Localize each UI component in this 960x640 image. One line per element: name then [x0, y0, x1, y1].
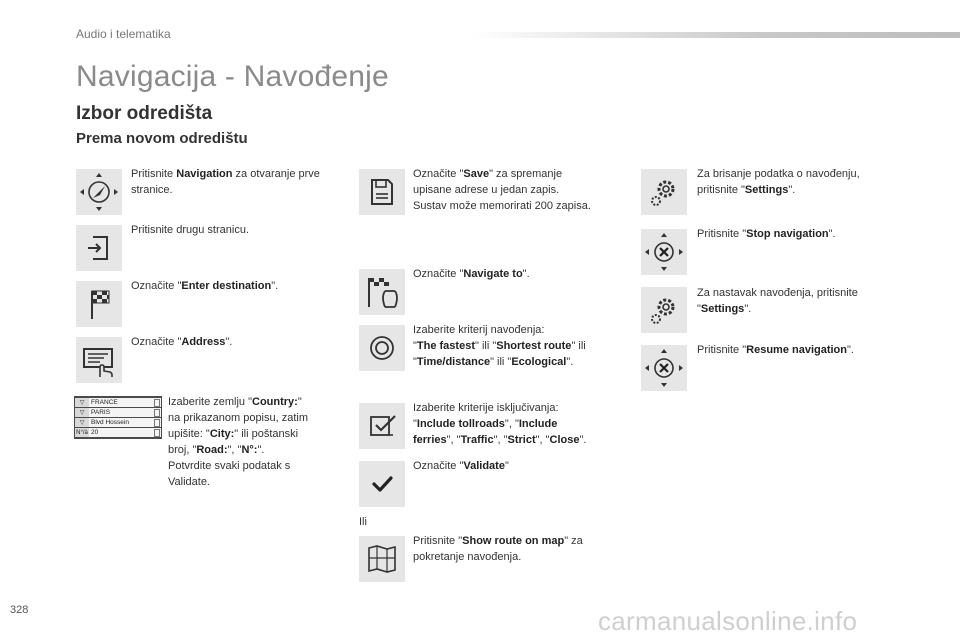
- page-number: 328: [10, 604, 29, 616]
- header-section-label: Audio i telematika: [76, 27, 171, 41]
- step-resume-navigation-text: Pritisnite "Resume navigation".: [697, 344, 854, 356]
- step-address-text: Označite "Address".: [131, 336, 233, 348]
- page-title: Navigacija - Navođenje: [76, 60, 389, 93]
- step-exclusion-text: Izaberite kriterije isključivanja: "Include tollroads", "Include ferries", "Traffic", "Strict", "Close".: [413, 402, 587, 446]
- next-page-icon: [76, 225, 122, 271]
- checkered-flag-icon: [76, 281, 122, 327]
- settings-gear-icon: [641, 169, 687, 215]
- table-row: ▽ FRANCE: [75, 398, 161, 407]
- step-validate-text: Označite "Validate": [413, 460, 509, 472]
- route-map-icon: [359, 536, 405, 582]
- navigation-icon: [76, 169, 122, 215]
- table-row: N°/à 20: [75, 428, 161, 437]
- stop-navigation-icon: [641, 229, 687, 275]
- table-row: ▽ Blvd Hossein: [75, 418, 161, 427]
- resume-navigation-icon: [641, 345, 687, 391]
- section-subtitle: Prema novom odredištu: [76, 130, 248, 147]
- step-show-route-text: Pritisnite "Show route on map" za pokretanje navođenja.: [413, 535, 583, 563]
- step-next-page-text: Pritisnite drugu stranicu.: [131, 224, 249, 236]
- edit-field-icon: [154, 419, 160, 427]
- validate-checkmark-icon: [359, 461, 405, 507]
- edit-field-icon: [154, 399, 160, 407]
- navigate-flag-icon: [359, 269, 405, 315]
- settings-gear-icon: [641, 287, 687, 333]
- save-icon: [359, 169, 405, 215]
- address-icon: [76, 337, 122, 383]
- header-decorative-bar: [470, 32, 960, 38]
- step-delete-settings-text: Za brisanje podatka o navođenju, pritisnite "Settings".: [697, 168, 860, 196]
- or-label: Ili: [359, 516, 367, 528]
- step-country-text: Izaberite zemlju "Country:" na prikazanom popisu, zatim upišite: "City:" ili poštanski broj, "Road:", "N°:". Potvrdite svaki podatak s Validate.: [168, 396, 309, 488]
- edit-field-icon: [154, 429, 160, 437]
- step-stop-navigation-text: Pritisnite "Stop navigation".: [697, 228, 836, 240]
- step-resume-settings-text: Za nastavak navođenja, pritisnite "Settings".: [697, 287, 858, 315]
- edit-field-icon: [154, 409, 160, 417]
- step-criteria-text: Izaberite kriterij navođenja: "The fastest" ili "Shortest route" ili "Time/distance" ili "Ecological".: [413, 324, 586, 368]
- step-enter-destination-text: Označite "Enter destination".: [131, 280, 279, 292]
- exclusion-criteria-icon: [359, 403, 405, 449]
- step-navigate-to-text: Označite "Navigate to".: [413, 268, 530, 280]
- route-criteria-icon: [359, 325, 405, 371]
- step-navigation-text: Pritisnite Navigation za otvaranje prve stranice.: [131, 168, 320, 196]
- table-row: ▽ PARIS: [75, 408, 161, 417]
- address-form-table: [74, 396, 162, 439]
- watermark: carmanualsonline.info: [598, 606, 858, 636]
- step-save-text: Označite "Save" za spremanje upisane adrese u jedan zapis. Sustav može memorirati 200 zapisa.: [413, 168, 591, 212]
- section-title: Izbor odredišta: [76, 103, 213, 124]
